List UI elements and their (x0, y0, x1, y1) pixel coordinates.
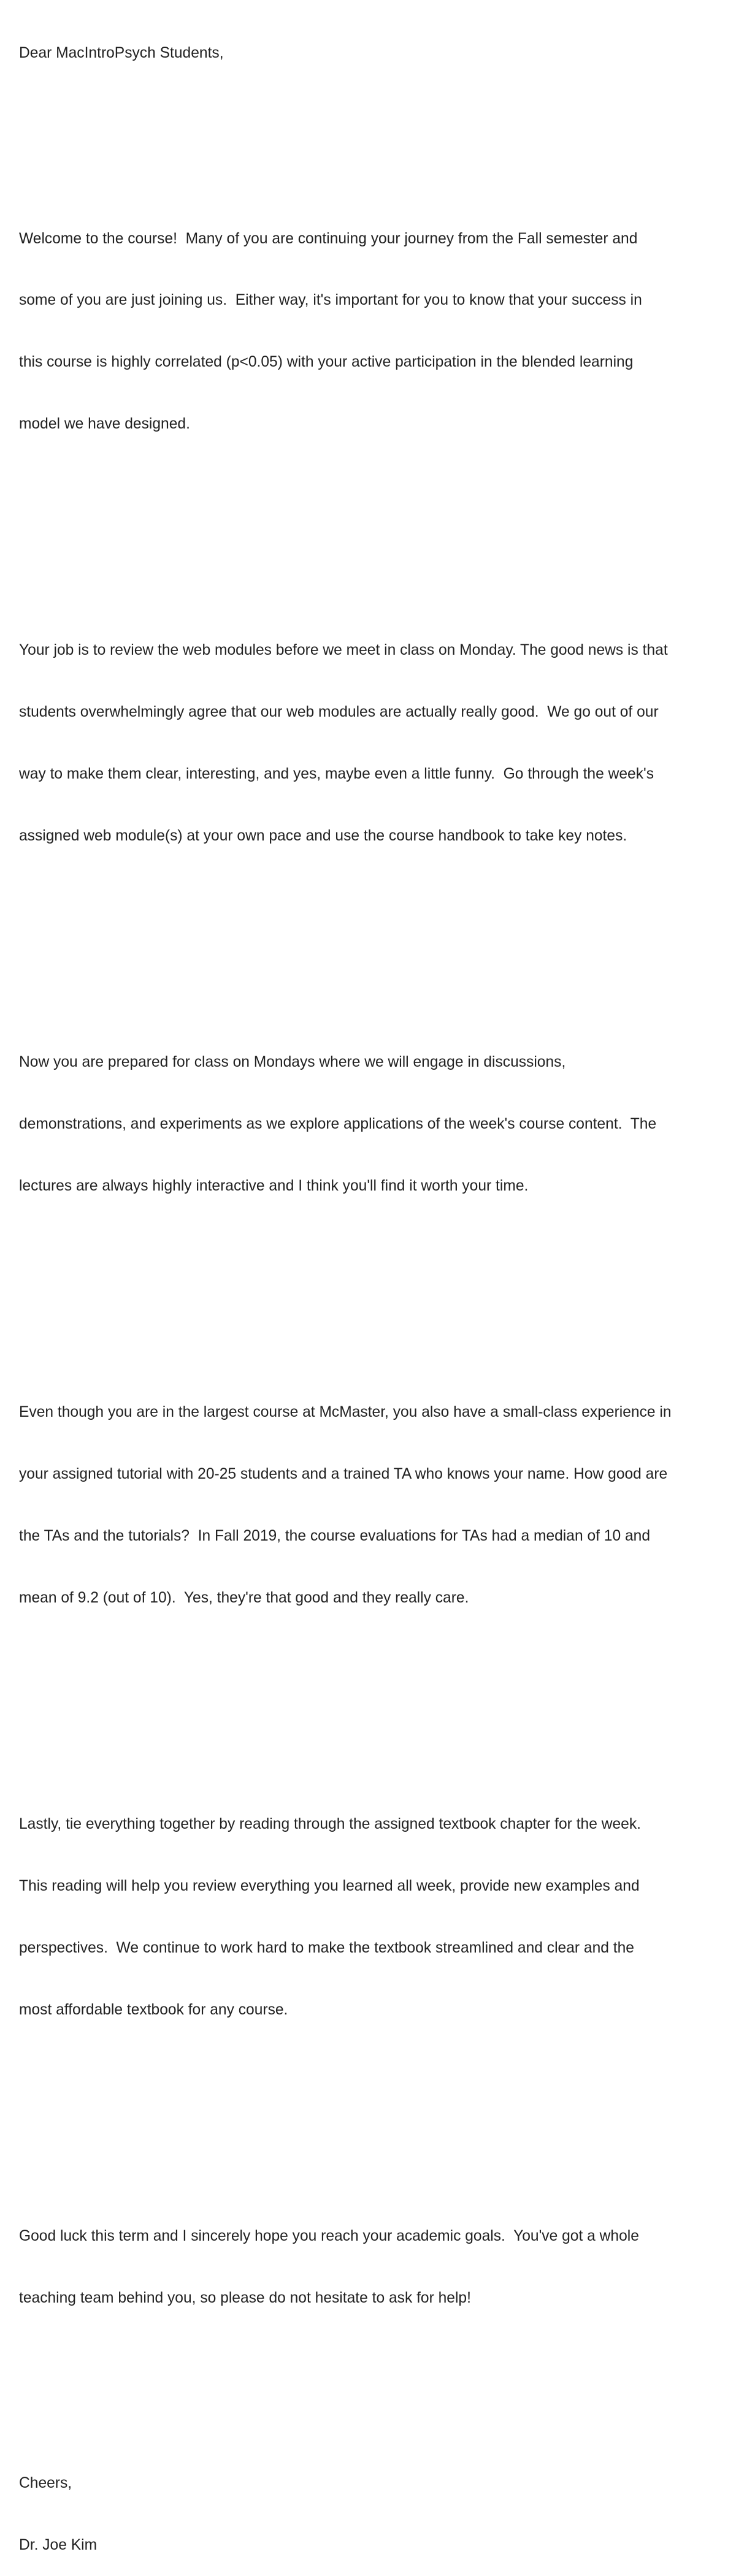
paragraph-line: your assigned tutorial with 20-25 students and a trained TA who knows your name. How good are (19, 1466, 668, 1483)
paragraph-line: this course is highly correlated (p<0.05) with your active participation in the blended learning (19, 354, 634, 371)
spacer (19, 929, 755, 950)
paragraph-tutorials (19, 1361, 755, 1649)
paragraph-line: Your job is to review the web modules before we meet in class on Monday. The good news is that (19, 642, 668, 659)
paragraph-welcome (19, 187, 755, 475)
paragraph-line: perspectives. We continue to work hard to make the textbook streamlined and clear and the (19, 1939, 634, 1956)
paragraph-textbook (19, 1773, 755, 2061)
paragraph-web-modules (19, 599, 755, 887)
spacer (19, 2391, 755, 2412)
paragraph-line: Welcome to the course! Many of you are continuing your journey from the Fall semester and (19, 230, 638, 247)
paragraph-line: most affordable textbook for any course. (19, 2001, 288, 2018)
paragraph-line: This reading will help you review everything you learned all week, provide new examples and (19, 1878, 640, 1895)
paragraph-good-luck (19, 2185, 755, 2350)
paragraph-class (19, 1011, 755, 1238)
paragraph-line: way to make them clear, interesting, and yes, maybe even a little funny. Go through the week's (19, 765, 654, 782)
email-body (19, 2, 755, 2576)
spacer (19, 2103, 755, 2124)
greeting: Dear MacIntroPsych Students, (19, 45, 224, 62)
spacer (19, 517, 755, 538)
paragraph-line: some of you are just joining us. Either way, it's important for you to know that your success in (19, 292, 642, 309)
paragraph-line: Even though you are in the largest course at McMaster, you also have a small-class experience in (19, 1404, 672, 1421)
paragraph-line: demonstrations, and experiments as we explore applications of the week's course content. The (19, 1116, 657, 1133)
paragraph-line: students overwhelmingly agree that our web modules are actually really good. We go out of our (19, 704, 659, 721)
paragraph-line: assigned web module(s) at your own pace and use the course handbook to take key notes. (19, 827, 627, 844)
paragraph-line: model we have designed. (19, 415, 190, 432)
spacer (19, 105, 755, 126)
paragraph-line: teaching team behind you, so please do not hesitate to ask for help! (19, 2289, 471, 2306)
spacer (19, 1691, 755, 1712)
paragraph-line: the TAs and the tutorials? In Fall 2019, the course evaluations for TAs had a median of 10 and (19, 1527, 651, 1544)
paragraph-line: lectures are always highly interactive and I think you'll find it worth your time. (19, 1177, 529, 1194)
paragraph-line: Good luck this term and I sincerely hope you reach your academic goals. You've got a whole (19, 2228, 639, 2245)
paragraph-line: Lastly, tie everything together by reading through the assigned textbook chapter for the week. (19, 1816, 641, 1833)
paragraph-line: Now you are prepared for class on Mondays where we will engage in discussions, (19, 1054, 566, 1071)
spacer (19, 1279, 755, 1300)
paragraph-line: mean of 9.2 (out of 10). Yes, they're that good and they really care. (19, 1589, 469, 1606)
signature: Dr. Joe Kim (19, 2537, 98, 2554)
closing: Cheers, (19, 2475, 72, 2492)
